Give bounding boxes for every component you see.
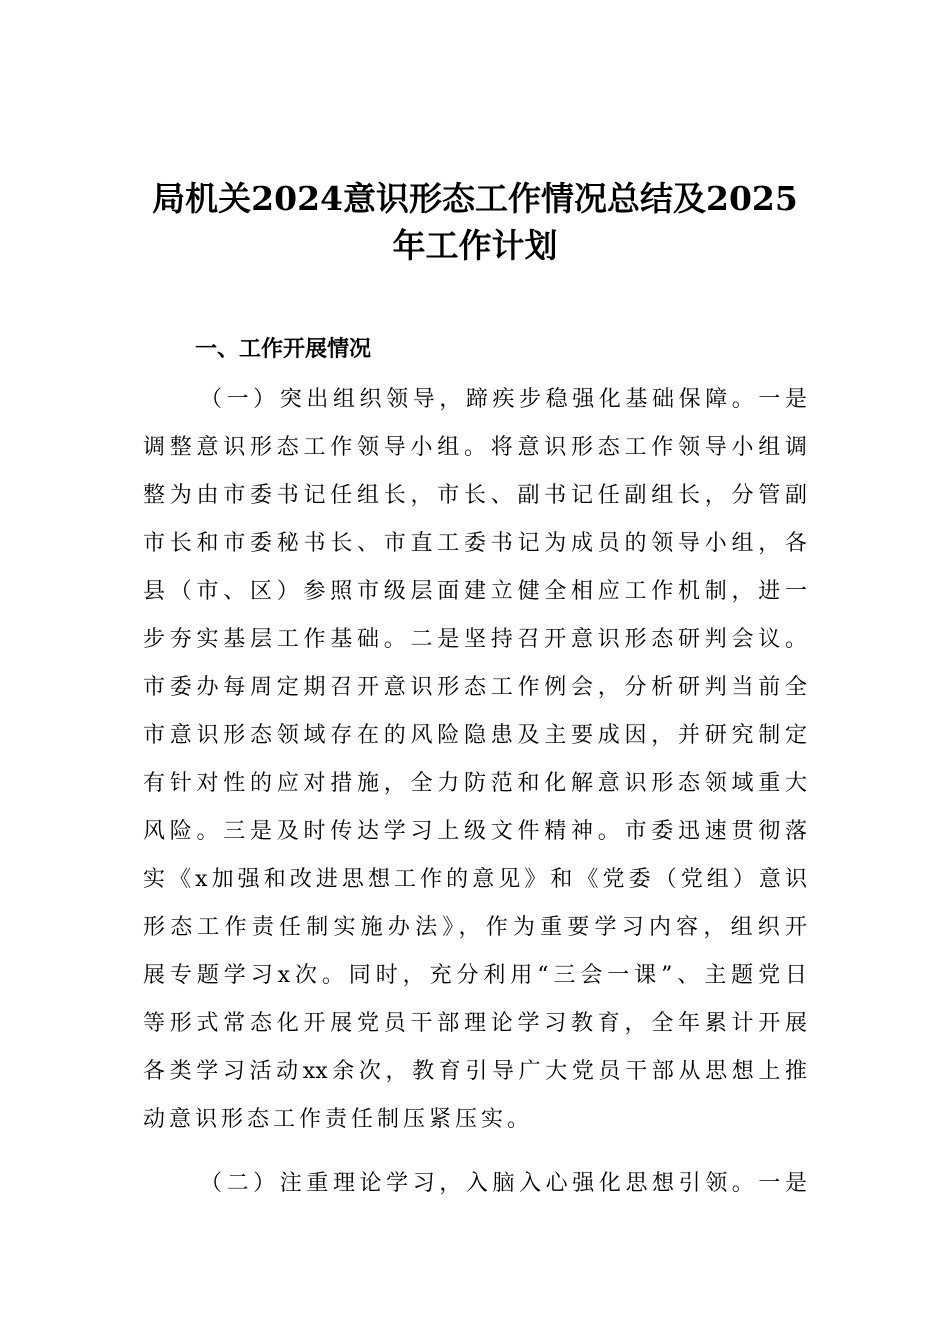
paragraph-line: （二）注重理论学习，入脑入心强化思想引领。一是	[200, 1171, 807, 1196]
paragraph-line: 市意识形态领域存在的风险隐患及主要成因，并研究制定	[143, 723, 807, 748]
paragraph-line: 形态工作责任制实施办法》，作为重要学习内容，组织开	[143, 915, 807, 940]
paragraph-line: 步夯实基层工作基础。二是坚持召开意识形态研判会议。	[143, 627, 807, 652]
paragraph-line: 各类学习活动xx余次，教育引导广大党员干部从思想上推	[143, 1059, 807, 1084]
paragraph-line: （一）突出组织领导，蹄疾步稳强化基础保障。一是	[200, 387, 807, 412]
paragraph-line: 市委办每周定期召开意识形态工作例会，分析研判当前全	[143, 675, 807, 700]
section-heading: 一、工作开展情况	[195, 337, 372, 362]
paragraph-line: 有针对性的应对措施，全力防范和化解意识形态领域重大	[143, 771, 807, 796]
paragraph-line: 市长和市委秘书长、市直工委书记为成员的领导小组，各	[143, 531, 807, 556]
document-title-line-2: 年工作计划	[392, 226, 558, 265]
paragraph-line: 调整意识形态工作领导小组。将意识形态工作领导小组调	[143, 435, 807, 460]
paragraph-line: 展专题学习x次。同时，充分利用“三会一课”、主题党日	[143, 963, 807, 988]
paragraph-line: 动意识形态工作责任制压紧压实。	[143, 1107, 534, 1132]
paragraph-line: 等形式常态化开展党员干部理论学习教育，全年累计开展	[143, 1011, 807, 1036]
paragraph-line: 风险。三是及时传达学习上级文件精神。市委迅速贯彻落	[143, 819, 807, 844]
document-title-line-1: 局机关2024意识形态工作情况总结及2025	[152, 179, 798, 218]
paragraph-line: 县（市、区）参照市级层面建立健全相应工作机制，进一	[143, 579, 807, 604]
paragraph-line: 整为由市委书记任组长，市长、副书记任副组长，分管副	[143, 483, 807, 508]
paragraph-line: 实《x加强和改进思想工作的意见》和《党委（党组）意识	[143, 867, 807, 892]
